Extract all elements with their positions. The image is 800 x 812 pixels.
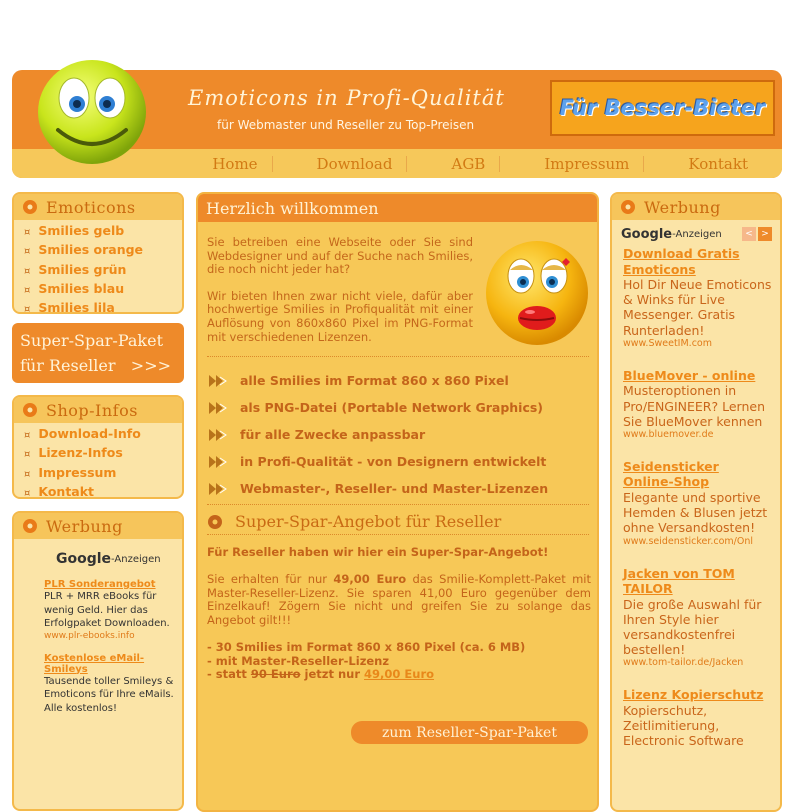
left-werbung-title: Werbung xyxy=(46,516,123,536)
shop-infos-box xyxy=(12,395,184,499)
google-ads-label: Google -Anzeigen xyxy=(56,551,161,567)
site-subtitle: für Webmaster und Reseller zu Top-Preisen xyxy=(217,118,475,132)
ad-title-link[interactable]: Download Gratis Emoticons xyxy=(623,246,740,277)
sidebar-item-kontakt[interactable]: ¤ Kontakt xyxy=(24,483,95,499)
nav-kontakt[interactable]: Kontakt xyxy=(643,156,762,172)
sidebar-item-download-info[interactable]: ¤ Download-Info xyxy=(24,426,141,441)
ad-item xyxy=(623,566,772,669)
ad-title-link[interactable]: Seidensticker Online-Shop xyxy=(623,458,719,490)
gear-icon xyxy=(22,402,38,418)
smiley-logo-icon xyxy=(36,54,148,166)
double-arrow-icon xyxy=(208,373,228,389)
ad-text: Kopierschutz, Zeitlimitierung, Electronic Software xyxy=(623,702,744,749)
gear-icon xyxy=(22,518,38,534)
ad-title-link[interactable]: PLR Sonderangebot xyxy=(44,579,156,590)
sidebar-item-smilies-blau[interactable]: ¤ Smilies blau xyxy=(24,280,125,296)
feature-item: in Profi-Qualität - von Designern entwickelt xyxy=(208,448,588,475)
nav-agb[interactable]: AGB xyxy=(406,156,499,172)
kissing-smiley-icon xyxy=(484,236,590,348)
offer-heading-text: Super-Spar-Angebot für Reseller xyxy=(235,512,502,531)
emoticons-box xyxy=(12,192,184,314)
google-ads-label: Google -Anzeigen < > xyxy=(621,226,772,242)
sidebar-item-lizenz-infos[interactable]: ¤ Lizenz-Infos xyxy=(24,445,123,461)
ad-url[interactable]: www.plr-ebooks.info xyxy=(44,630,135,641)
ad-pager xyxy=(742,227,772,241)
google-logo: Google xyxy=(56,551,112,567)
reseller-paket-button[interactable]: zum Reseller-Spar-Paket xyxy=(351,721,588,744)
left-werbung-box xyxy=(12,511,184,811)
ad-url[interactable]: www.SweetIM.com xyxy=(623,337,712,349)
offer-line: - mit Master-Reseller-Lizenz xyxy=(207,653,390,668)
ad-url[interactable]: www.seidensticker.com/Onl xyxy=(623,535,754,547)
shop-infos-nav-list xyxy=(14,423,182,499)
ad-title-link[interactable]: Lizenz Kopierschutz xyxy=(623,687,764,703)
ad-url[interactable]: www.tom-tailor.de/Jacken xyxy=(623,657,744,669)
divider xyxy=(207,356,589,357)
ad-item xyxy=(623,368,772,440)
sidebar-item-impressum[interactable]: ¤ Impressum xyxy=(24,464,117,480)
feature-item: Webmaster-, Reseller- und Master-Lizenzen xyxy=(208,475,588,502)
gear-icon xyxy=(620,199,636,215)
emoticons-box-header xyxy=(14,194,182,220)
right-werbung-box xyxy=(610,192,782,812)
ad-text: Hol Dir Neue Emoticons & Winks für Live Messenger. Gratis Runterladen! xyxy=(623,277,772,338)
ad-text: Musteroptionen in Pro/ENGINEER? Lernen Sie BlueMover kennen xyxy=(623,383,765,429)
offer-intro: Für Reseller haben wir hier ein Super-Spar-Angebot! xyxy=(207,545,549,559)
ad-url[interactable]: www.bluemover.de xyxy=(623,428,714,440)
ad-item xyxy=(623,246,772,349)
double-arrow-icon xyxy=(208,481,228,497)
old-price: 90 Euro xyxy=(250,667,301,682)
main-content xyxy=(196,192,599,812)
double-arrow-icon xyxy=(208,427,228,443)
ad-title-link[interactable]: Jacken von TOM TAILOR xyxy=(623,565,735,597)
sidebar-item-smilies-gruen[interactable]: ¤ Smilies grün xyxy=(24,261,127,277)
gear-icon xyxy=(207,514,223,530)
divider xyxy=(207,504,589,505)
double-arrow-icon xyxy=(208,454,228,470)
nav-home[interactable]: Home xyxy=(212,154,258,173)
gear-icon xyxy=(22,199,38,215)
right-werbung-title: Werbung xyxy=(644,197,721,217)
welcome-heading: Herzlich willkommen xyxy=(198,194,597,222)
double-arrow-icon xyxy=(208,400,228,416)
right-ads-list xyxy=(612,220,780,748)
left-werbung-box-header xyxy=(14,513,182,539)
badge-label: Für Besser-Bieter xyxy=(559,96,766,120)
feature-item: für alle Zwecke anpassbar xyxy=(208,421,588,448)
offer-summary xyxy=(207,641,525,682)
ad-text: Elegante und sportive Hemden & Blusen jetzt ohne Versandkosten! xyxy=(623,489,768,536)
promo-line2-row: für Reseller >>> xyxy=(20,356,171,375)
super-spar-paket-promo[interactable] xyxy=(12,323,184,383)
divider xyxy=(207,534,589,535)
sidebar-item-smilies-lila[interactable]: ¤ Smilies lila xyxy=(24,300,115,314)
intro-text xyxy=(207,236,473,357)
shop-infos-box-title: Shop-Infos xyxy=(46,400,138,420)
promo-arrows: >>> xyxy=(130,356,171,375)
offer-price: 49,00 Euro xyxy=(333,572,407,586)
feature-item: als PNG-Datei (Portable Network Graphics) xyxy=(208,394,588,421)
offer-heading xyxy=(207,512,501,531)
sidebar-item-smilies-gelb[interactable]: ¤ Smilies gelb xyxy=(24,223,125,238)
offer-description: Sie erhalten für nur 49,00 Euro das Smilie-Komplett-Paket mit Master-Reseller-Lizenz. Sie sparen 41,00 Euro gegenüber dem Einzelkauf! Zögern Sie nicht und greifen Sie zu solange das Angebot gilt!!! xyxy=(207,572,591,627)
ad-text: Die große Auswahl für Ihren Style hier versandkostenfrei bestellen! xyxy=(623,596,762,658)
sidebar-item-smilies-orange[interactable]: ¤ Smilies orange xyxy=(24,242,144,258)
feature-item: alle Smilies im Format 860 x 860 Pixel xyxy=(208,367,588,394)
emoticons-nav-list xyxy=(14,220,182,314)
site-title: Emoticons in Profi-Qualität xyxy=(188,86,505,110)
ad-text: PLR + MRR eBooks für wenig Geld. Hier das Erfolgpaket Downloaden. xyxy=(44,591,170,629)
ad-title-link[interactable]: Kostenlose eMail-Smileys xyxy=(44,652,145,675)
feature-list xyxy=(208,367,588,502)
ad-item xyxy=(623,459,772,547)
right-werbung-box-header xyxy=(612,194,780,220)
promo-line1: Super-Spar-Paket xyxy=(20,331,164,350)
ad-item xyxy=(44,653,174,716)
nav-impressum[interactable]: Impressum xyxy=(499,156,643,172)
prev-ad-button[interactable]: < xyxy=(742,227,756,241)
ad-item xyxy=(623,687,772,748)
besser-bieter-badge[interactable] xyxy=(550,80,775,136)
shop-infos-box-header xyxy=(14,397,182,423)
ad-text: Tausende toller Smileys & Emoticons für Ihre eMails. Alle kostenlos! xyxy=(44,675,174,714)
offer-line: - statt 90 Euro jetzt nur 49,00 Euro xyxy=(207,667,435,682)
google-logo: Google xyxy=(621,226,673,242)
offer-line: - 30 Smilies im Format 860 x 860 Pixel (ca. 6 MB) xyxy=(207,640,526,654)
new-price-link[interactable]: 49,00 Euro xyxy=(364,667,435,682)
intro-paragraph-2: Wir bieten Ihnen zwar nicht viele, dafür aber hochwertige Smilies in Profiqualität mit einer Auflösung von 860x860 Pixel im PNG-Format mit verschiedenen Lizenzen. xyxy=(207,288,473,344)
nav-download[interactable]: Download xyxy=(272,156,407,172)
ad-title-link[interactable]: BlueMover - online xyxy=(623,367,756,383)
next-ad-button[interactable]: > xyxy=(758,227,772,241)
left-ads-list xyxy=(14,539,182,715)
intro-paragraph-1: Sie betreiben eine Webseite oder Sie sind Webdesigner und auf der Suche nach Smilies, die noch nicht jeder hat? xyxy=(207,235,473,277)
emoticons-box-title: Emoticons xyxy=(46,197,136,217)
ad-item xyxy=(44,579,174,641)
